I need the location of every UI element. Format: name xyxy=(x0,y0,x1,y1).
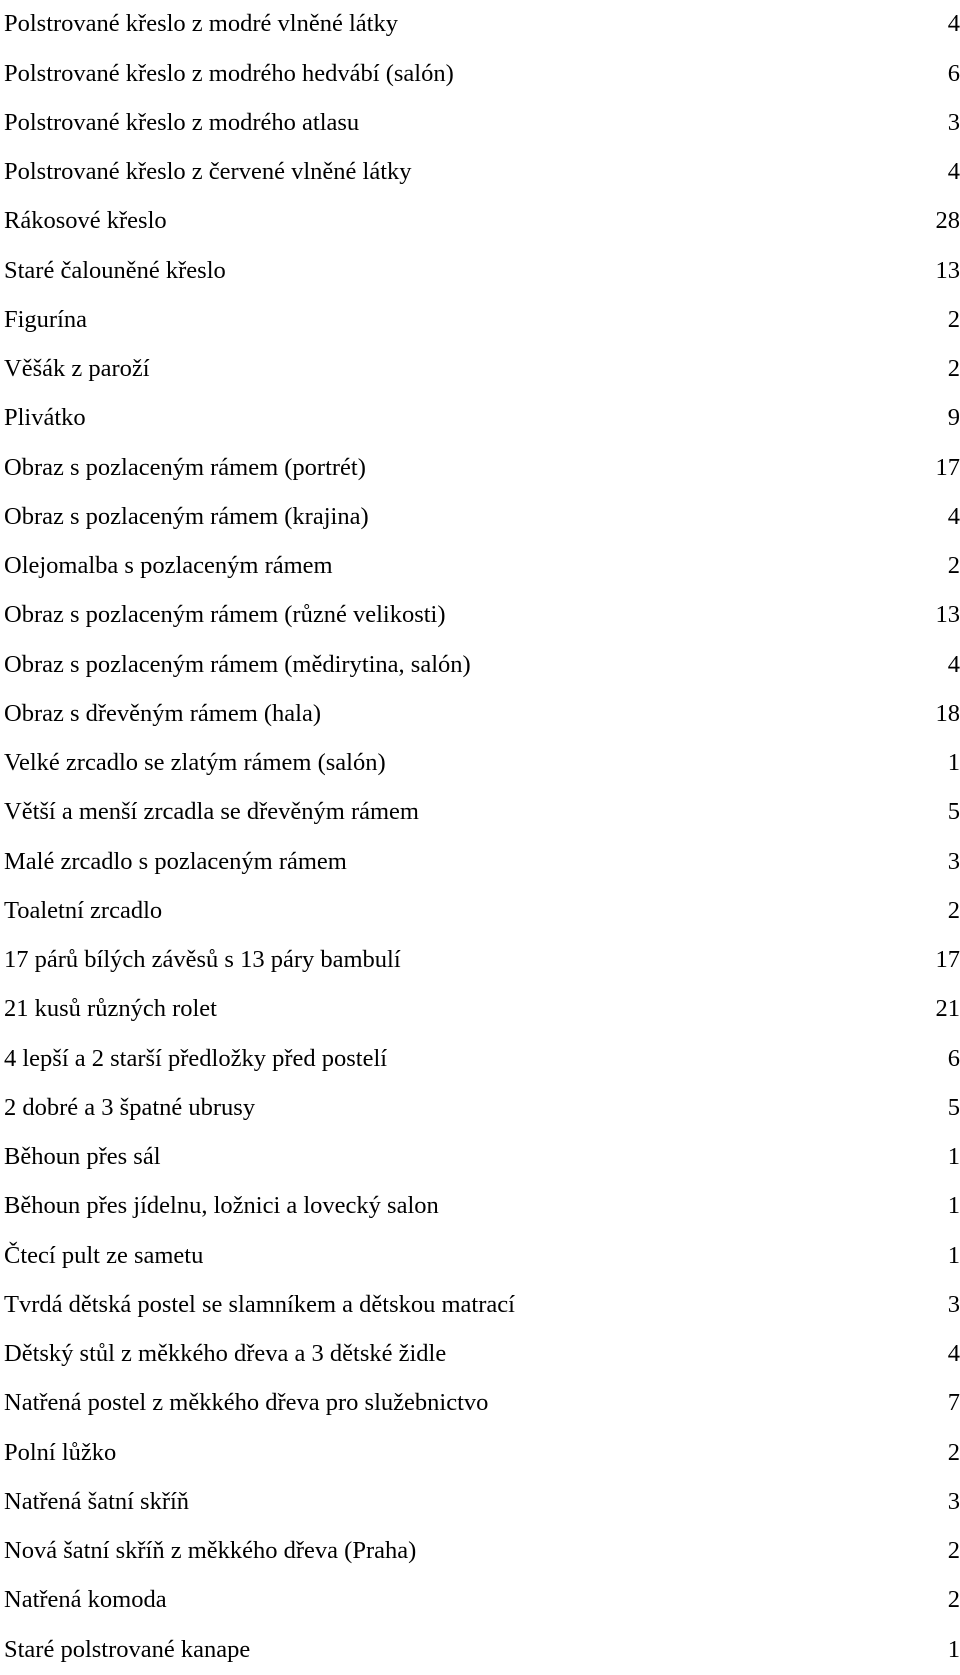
inventory-row xyxy=(4,1133,960,1182)
item-quantity: 4 xyxy=(947,10,960,38)
item-label: Polní lůžko xyxy=(4,1438,117,1466)
item-label: Staré čalouněné křeslo xyxy=(4,256,226,284)
inventory-row xyxy=(4,690,960,739)
item-quantity: 2 xyxy=(947,552,960,580)
item-label: Toaletní zrcadlo xyxy=(4,896,163,924)
item-quantity: 3 xyxy=(947,1290,960,1318)
inventory-row xyxy=(4,197,960,246)
item-label: Polstrované křeslo z modrého hedvábí (salón) xyxy=(4,59,454,87)
item-label: Velké zrcadlo se zlatým rámem (salón) xyxy=(4,749,386,777)
item-label: Obraz s dřevěným rámem (hala) xyxy=(4,699,321,727)
item-quantity: 28 xyxy=(935,207,960,235)
item-label: Natřená komoda xyxy=(4,1586,167,1614)
inventory-row xyxy=(4,1084,960,1133)
inventory-row xyxy=(4,1527,960,1576)
item-label: Dětský stůl z měkkého dřeva a 3 dětské židle xyxy=(4,1340,447,1368)
item-quantity: 3 xyxy=(947,847,960,875)
item-label: Polstrované křeslo z modrého atlasu xyxy=(4,108,360,136)
item-label: Natřená postel z měkkého dřeva pro služebnictvo xyxy=(4,1389,489,1417)
item-label: 21 kusů různých rolet xyxy=(4,995,217,1023)
inventory-row xyxy=(4,1330,960,1379)
item-label: Tvrdá dětská postel se slamníkem a dětskou matrací xyxy=(4,1290,515,1318)
item-label: Polstrované křeslo z modré vlněné látky xyxy=(4,10,398,38)
item-quantity: 4 xyxy=(947,1340,960,1368)
inventory-row xyxy=(4,936,960,985)
item-quantity: 21 xyxy=(935,995,960,1023)
inventory-row xyxy=(4,887,960,936)
item-label: Běhoun přes sál xyxy=(4,1143,161,1171)
inventory-row xyxy=(4,1182,960,1231)
item-quantity: 5 xyxy=(947,1093,960,1121)
item-label: Plivátko xyxy=(4,404,86,432)
inventory-row xyxy=(4,49,960,98)
item-quantity: 1 xyxy=(947,1143,960,1171)
inventory-row xyxy=(4,443,960,492)
item-quantity: 2 xyxy=(947,1586,960,1614)
inventory-row xyxy=(4,296,960,345)
item-quantity: 13 xyxy=(935,256,960,284)
inventory-row xyxy=(4,591,960,640)
item-quantity: 3 xyxy=(947,1487,960,1515)
item-quantity: 17 xyxy=(935,453,960,481)
item-label: Rákosové křeslo xyxy=(4,207,167,235)
inventory-row xyxy=(4,0,960,49)
item-quantity: 2 xyxy=(947,305,960,333)
item-label: Staré polstrované kanape xyxy=(4,1635,251,1663)
inventory-row xyxy=(4,1625,960,1674)
inventory-row xyxy=(4,345,960,394)
item-quantity: 2 xyxy=(947,896,960,924)
inventory-row xyxy=(4,394,960,443)
item-quantity: 2 xyxy=(947,1438,960,1466)
item-quantity: 5 xyxy=(947,798,960,826)
item-label: Olejomalba s pozlaceným rámem xyxy=(4,552,333,580)
inventory-row xyxy=(4,1379,960,1428)
item-label: Malé zrcadlo s pozlaceným rámem xyxy=(4,847,347,875)
item-quantity: 4 xyxy=(947,650,960,678)
item-label: Větší a menší zrcadla se dřevěným rámem xyxy=(4,798,419,826)
item-label: 2 dobré a 3 špatné ubrusy xyxy=(4,1093,256,1121)
item-quantity: 1 xyxy=(947,1635,960,1663)
inventory-row xyxy=(4,1478,960,1527)
item-quantity: 4 xyxy=(947,158,960,186)
inventory-row xyxy=(4,1034,960,1083)
item-label: Obraz s pozlaceným rámem (různé velikosti) xyxy=(4,601,446,629)
item-quantity: 1 xyxy=(947,1241,960,1269)
inventory-row xyxy=(4,985,960,1034)
item-quantity: 4 xyxy=(947,502,960,530)
item-quantity: 18 xyxy=(935,699,960,727)
item-label: Obraz s pozlaceným rámem (krajina) xyxy=(4,502,369,530)
item-label: Nová šatní skříň z měkkého dřeva (Praha) xyxy=(4,1537,417,1565)
item-label: Natřená šatní skříň xyxy=(4,1487,190,1515)
inventory-row xyxy=(4,1231,960,1280)
inventory-row xyxy=(4,1281,960,1330)
item-quantity: 9 xyxy=(947,404,960,432)
inventory-row xyxy=(4,837,960,886)
item-quantity: 3 xyxy=(947,108,960,136)
item-quantity: 17 xyxy=(935,946,960,974)
inventory-row xyxy=(4,1576,960,1625)
item-quantity: 6 xyxy=(947,59,960,87)
inventory-row xyxy=(4,788,960,837)
item-label: Polstrované křeslo z červené vlněné látky xyxy=(4,158,412,186)
inventory-row xyxy=(4,99,960,148)
inventory-list xyxy=(4,0,960,1663)
inventory-row xyxy=(4,542,960,591)
inventory-row xyxy=(4,493,960,542)
item-label: 17 párů bílých závěsů s 13 páry bambulí xyxy=(4,946,401,974)
item-label: Čtecí pult ze sametu xyxy=(4,1241,204,1269)
item-quantity: 6 xyxy=(947,1044,960,1072)
inventory-row xyxy=(4,148,960,197)
item-quantity: 1 xyxy=(947,749,960,777)
item-label: Obraz s pozlaceným rámem (mědirytina, salón) xyxy=(4,650,471,678)
inventory-row xyxy=(4,739,960,788)
item-label: Figurína xyxy=(4,305,88,333)
inventory-row xyxy=(4,1428,960,1477)
item-quantity: 2 xyxy=(947,355,960,383)
item-quantity: 1 xyxy=(947,1192,960,1220)
inventory-row xyxy=(4,246,960,295)
item-label: Obraz s pozlaceným rámem (portrét) xyxy=(4,453,366,481)
item-label: 4 lepší a 2 starší předložky před postelí xyxy=(4,1044,388,1072)
item-quantity: 13 xyxy=(935,601,960,629)
item-label: Běhoun přes jídelnu, ložnici a lovecký salon xyxy=(4,1192,439,1220)
inventory-row xyxy=(4,640,960,689)
item-quantity: 7 xyxy=(947,1389,960,1417)
item-quantity: 2 xyxy=(947,1537,960,1565)
item-label: Věšák z paroží xyxy=(4,355,150,383)
